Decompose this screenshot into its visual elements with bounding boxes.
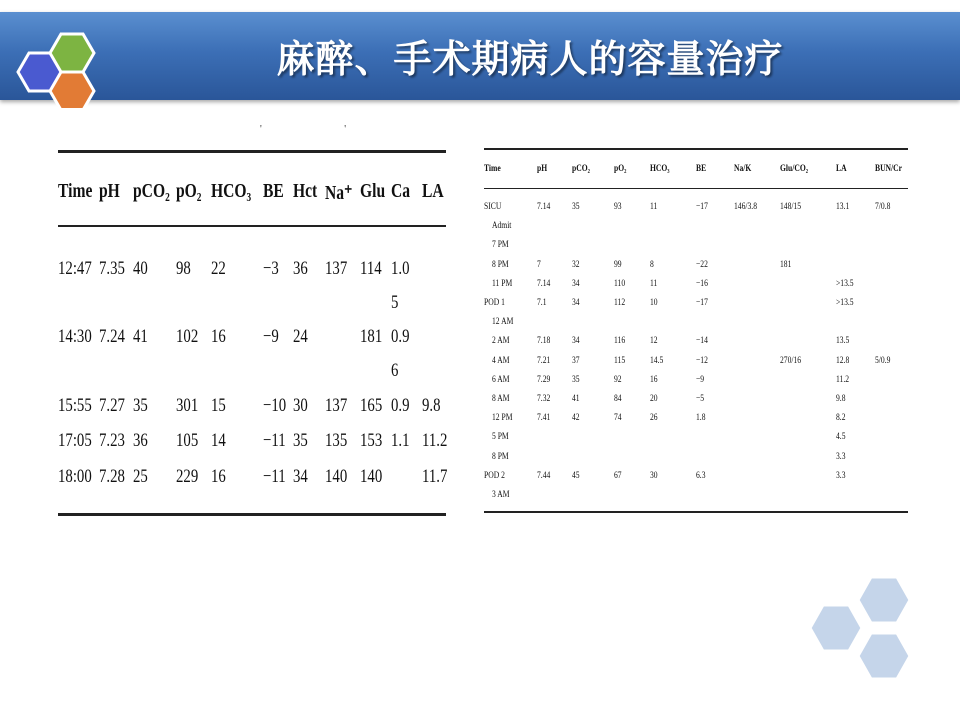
table-cell: 135 <box>325 430 348 451</box>
table-cell: 84 <box>614 394 622 404</box>
table-cell: 7.27 <box>99 395 125 416</box>
table-cell: 12 <box>650 336 658 347</box>
table-cell: 35 <box>572 374 580 385</box>
table-cell: 5/0.9 <box>875 355 891 366</box>
table-cell: 7.28 <box>99 466 125 487</box>
table-cell: 12 AM <box>492 317 514 328</box>
table-cell: 15:55 <box>58 395 92 416</box>
table-cell: 98 <box>176 258 191 279</box>
table-cell: 16 <box>650 374 658 385</box>
table-cell: 7.18 <box>537 336 551 347</box>
table-cell: 8 PM <box>492 451 509 462</box>
table-cell: 146/3.8 <box>734 202 758 212</box>
table-cell: 20 <box>650 394 658 404</box>
table-cell: 140 <box>360 466 383 487</box>
table-cell: 181 <box>780 259 792 270</box>
table-cell: 11.7 <box>422 466 448 487</box>
table-cell: 7.35 <box>99 258 125 279</box>
left-blood-gas-table <box>58 130 446 520</box>
table-cell: 6 <box>391 360 399 381</box>
table-cell: 7/0.8 <box>875 202 891 212</box>
table-cell: 10 <box>650 298 658 308</box>
table-cell: 8 <box>650 259 654 270</box>
table-cell: 74 <box>614 413 622 424</box>
table-cell: 12:47 <box>58 258 92 279</box>
decorative-hexagons-icon <box>806 570 930 694</box>
column-header: pO₂ <box>176 180 202 202</box>
table-cell: 114 <box>360 258 382 279</box>
table-cell: 17:05 <box>58 430 92 451</box>
table-cell: 7.29 <box>537 374 551 385</box>
table-cell: 35 <box>293 430 308 451</box>
column-header: pCO₂ <box>133 180 170 202</box>
column-header: Time <box>58 180 93 202</box>
table-cell: −11 <box>263 466 286 487</box>
table-cell: 41 <box>133 326 148 347</box>
column-header: LA <box>836 164 847 174</box>
table-rule-header <box>484 188 908 189</box>
table-cell: 140 <box>325 466 348 487</box>
table-cell: 11 PM <box>492 278 513 289</box>
table-cell: 8.2 <box>836 413 846 424</box>
table-cell: 5 PM <box>492 432 509 443</box>
table-cell: 92 <box>614 374 622 385</box>
table-cell: −16 <box>696 278 708 289</box>
table-cell: 116 <box>614 336 626 347</box>
table-cell: 301 <box>176 395 199 416</box>
column-header: Glu <box>360 180 386 202</box>
table-cell: 7.24 <box>99 326 125 347</box>
table-cell: 30 <box>650 470 658 481</box>
table-cell: −12 <box>696 355 708 366</box>
column-header: Hct <box>293 180 318 202</box>
column-header: pCO₂ <box>572 164 590 174</box>
table-cell: POD 2 <box>484 470 505 481</box>
table-rule-bottom <box>58 513 446 516</box>
table-rule-top <box>58 150 446 153</box>
table-cell: 1.8 <box>696 413 706 424</box>
table-cell: −11 <box>263 430 286 451</box>
table-cell: 7.23 <box>99 430 125 451</box>
table-cell: 35 <box>572 202 580 212</box>
table-cell: 36 <box>133 430 148 451</box>
table-cell: 13.5 <box>836 336 850 347</box>
table-rule-bottom <box>484 511 908 513</box>
column-header: Time <box>484 164 501 174</box>
table-cell: 148/15 <box>780 202 802 212</box>
table-cell: 24 <box>293 326 308 347</box>
table-cell: 12.8 <box>836 355 850 366</box>
table-cell: 14:30 <box>58 326 92 347</box>
table-cell: 67 <box>614 470 622 481</box>
table-cell: −5 <box>696 394 705 404</box>
table-cell: 15 <box>211 395 226 416</box>
table-cell: 11.2 <box>422 430 448 451</box>
table-cell: 3.3 <box>836 451 846 462</box>
table-cell: 35 <box>133 395 148 416</box>
table-cell: 11 <box>650 278 658 289</box>
table-cell: 137 <box>325 395 348 416</box>
table-cell: SICU <box>484 202 502 212</box>
table-cell: 30 <box>293 395 308 416</box>
table-cell: 181 <box>360 326 383 347</box>
table-cell: −3 <box>263 258 279 279</box>
title-bar <box>0 12 960 100</box>
scan-marks: ' ' <box>260 124 387 135</box>
table-cell: 270/16 <box>780 355 802 366</box>
table-cell: >13.5 <box>836 298 854 308</box>
table-cell: 7 PM <box>492 240 509 251</box>
table-cell: −17 <box>696 202 708 212</box>
table-cell: 7.32 <box>537 394 551 404</box>
table-cell: 153 <box>360 430 383 451</box>
table-cell: 34 <box>293 466 308 487</box>
table-cell: −9 <box>263 326 279 347</box>
table-cell: 7 <box>537 259 541 270</box>
table-cell: 9.8 <box>422 395 441 416</box>
table-cell: 8 AM <box>492 394 510 404</box>
table-cell: 6 AM <box>492 374 510 385</box>
table-cell: 115 <box>614 355 626 366</box>
table-cell: 42 <box>572 413 580 424</box>
table-cell: 9.8 <box>836 394 846 404</box>
table-cell: 45 <box>572 470 580 481</box>
table-cell: 11 <box>650 202 658 212</box>
table-cell: 99 <box>614 259 622 270</box>
table-cell: −9 <box>696 374 705 385</box>
column-header: BUN/Cr <box>875 164 903 174</box>
column-header: HCO₃ <box>211 180 252 202</box>
column-header: BE <box>696 164 707 174</box>
table-cell: 1.1 <box>391 430 410 451</box>
table-cell: −22 <box>696 259 708 270</box>
column-header: pH <box>99 180 120 202</box>
table-cell: 8 PM <box>492 259 509 270</box>
column-header: HCO₃ <box>650 164 670 174</box>
table-cell: 112 <box>614 298 626 308</box>
table-cell: 14 <box>211 430 226 451</box>
table-cell: 34 <box>572 298 580 308</box>
right-blood-gas-table <box>484 146 908 516</box>
table-cell: 7.41 <box>537 413 551 424</box>
table-cell: 34 <box>572 278 580 289</box>
column-header: Na⁺ <box>325 182 353 204</box>
table-cell: 2 AM <box>492 336 510 347</box>
table-cell: POD 1 <box>484 298 505 308</box>
orange-hexagon-icon <box>50 72 94 108</box>
table-cell: −17 <box>696 298 708 308</box>
table-cell: 229 <box>176 466 199 487</box>
table-cell: 22 <box>211 258 226 279</box>
table-cell: 16 <box>211 326 226 347</box>
table-cell: 137 <box>325 258 348 279</box>
table-cell: 16 <box>211 466 226 487</box>
table-cell: 5 <box>391 292 399 313</box>
table-rule-header <box>58 225 446 227</box>
table-cell: 1.0 <box>391 258 410 279</box>
table-cell: 41 <box>572 394 580 404</box>
table-cell: Admit <box>492 221 512 232</box>
table-cell: 32 <box>572 259 580 270</box>
column-header: Ca <box>391 180 411 202</box>
table-cell: 0.9 <box>391 395 410 416</box>
table-cell: 165 <box>360 395 383 416</box>
table-cell: 7.21 <box>537 355 551 366</box>
table-cell: 26 <box>650 413 658 424</box>
hexagon-logo-icon <box>4 18 104 108</box>
column-header: Glu/CO₂ <box>780 164 809 174</box>
column-header: LA <box>422 180 444 202</box>
table-cell: 7.1 <box>537 298 547 308</box>
table-cell: 11.2 <box>836 374 850 385</box>
table-cell: 13.1 <box>836 202 850 212</box>
column-header: pO₂ <box>614 164 627 174</box>
table-cell: 105 <box>176 430 199 451</box>
table-cell: 25 <box>133 466 148 487</box>
slide-title: 麻醉、手术期病人的容量治疗 <box>276 37 784 81</box>
table-cell: 7.44 <box>537 470 551 481</box>
table-cell: 110 <box>614 278 626 289</box>
table-cell: 3 AM <box>492 490 510 500</box>
table-cell: 37 <box>572 355 580 366</box>
table-cell: 34 <box>572 336 580 347</box>
table-cell: 4 AM <box>492 355 510 366</box>
table-cell: 7.14 <box>537 278 551 289</box>
table-cell: 7.14 <box>537 202 551 212</box>
table-rule-top <box>484 148 908 150</box>
column-header: Na/K <box>734 164 752 174</box>
table-cell: 3.3 <box>836 470 846 481</box>
table-cell: 12 PM <box>492 413 513 424</box>
table-cell: >13.5 <box>836 278 854 289</box>
column-header: BE <box>263 180 284 202</box>
table-cell: 36 <box>293 258 308 279</box>
table-cell: 0.9 <box>391 326 410 347</box>
table-cell: −14 <box>696 336 708 347</box>
table-cell: 14.5 <box>650 355 664 366</box>
column-header: pH <box>537 164 548 174</box>
table-cell: 18:00 <box>58 466 92 487</box>
table-cell: 6.3 <box>696 470 706 481</box>
table-cell: −10 <box>263 395 287 416</box>
table-cell: 102 <box>176 326 199 347</box>
table-cell: 93 <box>614 202 622 212</box>
table-cell: 40 <box>133 258 148 279</box>
green-hexagon-icon <box>50 34 94 72</box>
table-cell: 4.5 <box>836 432 846 443</box>
